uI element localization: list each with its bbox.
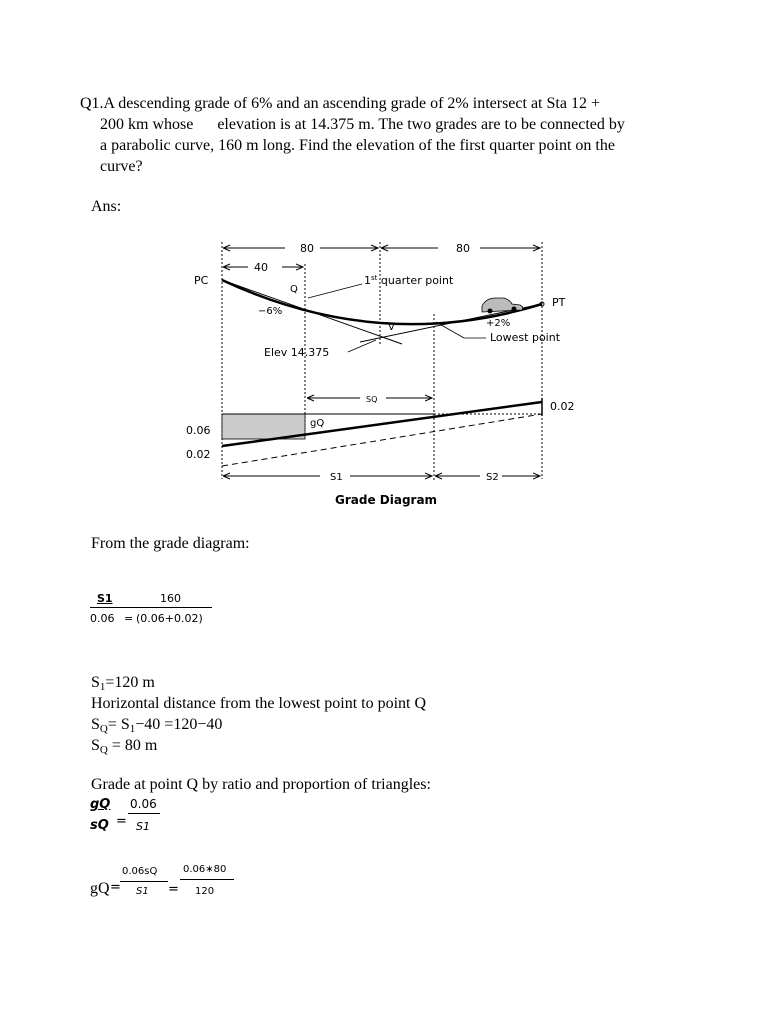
eq3-den1: S1 [136,886,149,897]
val-002-right: 0.02 [550,400,575,413]
question-line-4: curve? [100,158,143,175]
eq3-eq2: = [168,882,179,897]
gq-label: gQ [310,418,325,429]
dim-80-right: 80 [456,242,470,255]
grade-at-q-text: Grade at point Q by ratio and proportion of triangles: [91,776,431,793]
eq1-den-right: (0.06+0.02) [136,612,203,625]
diagram-caption: Grade Diagram [335,493,438,507]
answer-label: Ans: [91,198,122,215]
sq-label: SQ [366,395,378,404]
results-block [91,672,426,756]
pt-label: PT [552,296,566,309]
eq2-num-left: gQ [90,797,111,812]
dim-80-left: 80 [300,242,314,255]
grade-left-label: −6% [258,306,283,317]
eq3-eq: = [110,880,121,895]
eq3-num1: 0.06sQ [122,866,158,877]
quarter-leader [308,284,362,298]
eq1-num-right: 160 [160,592,181,605]
lowest-point-label: Lowest point [490,331,561,344]
top-dimensions [224,248,540,267]
horizontal-distance-text: Horizontal distance from the lowest point to point Q [91,695,427,712]
s1-label: S1 [330,472,343,483]
eq1-equals: = [124,612,134,625]
val-002-left: 0.02 [186,448,211,461]
eq2-num-right: 0.06 [130,797,157,811]
eq2-den-right: S1 [136,820,150,833]
grade-diagram [180,234,600,514]
eq3-lhs: gQ [90,880,110,897]
eq3-den2: 120 [195,886,215,897]
val-006: 0.06 [186,424,211,437]
eq2-den-left: sQ [90,818,109,833]
question-line-3: a parabolic curve, 160 m long. Find the elevation of the first quarter point on the [100,137,615,154]
eq2-equals: = [116,814,127,829]
s2-label: S2 [486,472,499,483]
question-text [80,93,680,177]
sq-result: $S_Q = 80$ m [91,737,158,756]
lowest-leader [436,322,464,338]
eq3-num2: 0.06∗80 [183,864,227,875]
question-line-2: 200 km whose elevation is at 14.375 m. The two grades are to be connected by [100,116,625,133]
eq1-num-left: S1 [97,592,113,605]
grade-right-label: +2% [486,318,511,329]
q-label: Q [290,284,298,295]
first-quarter-label: 1st quarter point [364,274,454,287]
dim-40: 40 [254,261,268,274]
sq-formula: $S_Q= S_1-40 =120-40$ [91,716,223,735]
s1-result: $S_1=120$ m [91,674,155,693]
question-line-1: Q1.A descending grade of 6% and an ascending grade of 2% intersect at Sta 12 + [80,95,600,112]
v-label: V [388,322,395,333]
from-grade-diagram: From the grade diagram: [91,535,250,552]
elev-label: Elev 14.375 [264,346,330,359]
pc-label: PC [194,274,209,287]
eq1-den-left: 0.06 [90,612,115,625]
